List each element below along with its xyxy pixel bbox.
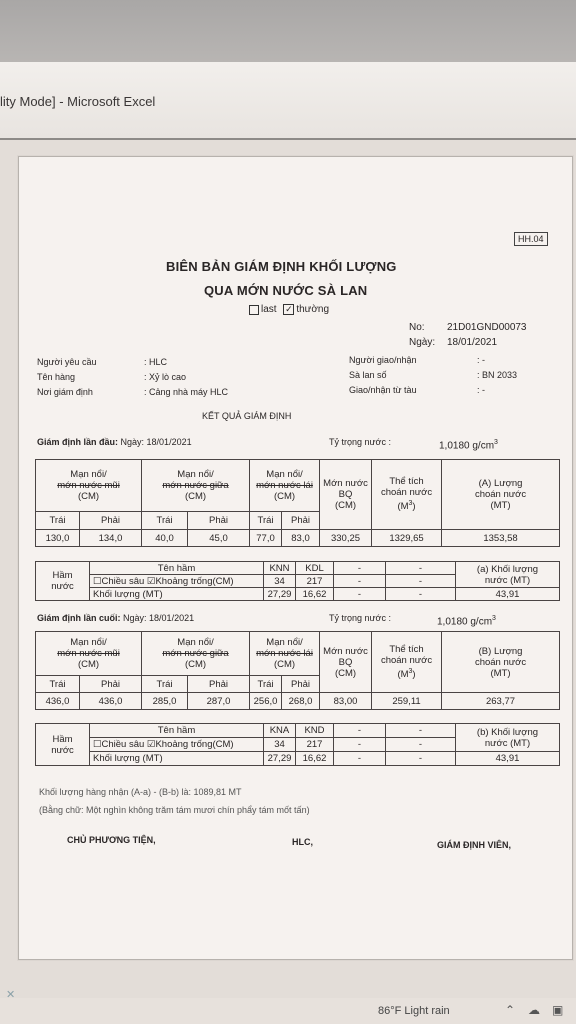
ballast-2-tank-b: KND: [296, 724, 334, 738]
doc-title-line1: BIÊN BẢN GIÁM ĐỊNH KHỐI LƯỢNG: [166, 259, 397, 274]
last-draft-table: [35, 631, 560, 710]
last-mui-phai: 436,0: [80, 693, 142, 710]
no-label: No:: [409, 322, 425, 333]
ballast-1-depth-a: 34: [264, 575, 296, 588]
displacement-a-header: (A) Lượng choán nước (MT): [442, 460, 560, 530]
first-density-sup: 3: [494, 439, 498, 446]
first-volume: 1329,65: [372, 530, 442, 547]
deliverer-value: : -: [477, 355, 485, 365]
form-code-box: HH.04: [514, 232, 548, 246]
place-value: : Cảng nhà máy HLC: [144, 387, 229, 397]
ballast-1-dash: -: [334, 562, 386, 575]
ballast-2-result-value: 43,91: [456, 752, 560, 766]
ballast-table-1: [35, 561, 560, 601]
ballast-2-weight-a: 27,29: [264, 752, 296, 766]
ballast-table-2: [35, 723, 560, 766]
ballast-1-depth-label: ☐Chiều sâu ☑Khoảng trống(CM): [90, 575, 264, 588]
last-volume: 259,11: [372, 693, 442, 710]
ballast-2-dash: -: [334, 738, 386, 752]
ballast-2-dash: -: [334, 724, 386, 738]
last-lai-phai: 268,0: [282, 693, 320, 710]
ballast-2-label: Hầm nước: [36, 724, 90, 766]
bq-header: Mớn nước BQ (CM): [320, 460, 372, 530]
barge-value: : BN 2033: [477, 370, 518, 380]
last-giua-trai: 285,0: [142, 693, 188, 710]
date-value: 18/01/2021: [447, 337, 498, 348]
last-survey-date: Ngày: 18/01/2021: [123, 613, 195, 623]
last-displacement-b: 263,77: [442, 693, 560, 710]
giua-header-2: Mạn nổi/ mớn nước giữa (CM): [142, 632, 250, 676]
ballast-2-weight-b: 16,62: [296, 752, 334, 766]
ballast-2-dash: -: [386, 724, 456, 738]
vessel-label: Giao/nhận từ tàu: [349, 385, 417, 395]
last-density-number: 1,0180 g/cm: [437, 616, 493, 628]
thuong-checkbox[interactable]: [283, 304, 294, 315]
cloud-icon[interactable]: ☁: [528, 1003, 540, 1017]
mui-phai-header-2: Phải: [80, 676, 142, 693]
amount-in-words: (Bằng chữ: Một nghìn không trăm tám mươi chín phẩy tám mốt tấn): [39, 805, 310, 815]
ballast-1-depth-b: 217: [296, 575, 334, 588]
ballast-1-tank-b: KDL: [296, 562, 334, 575]
ballast-1-label: Hầm nước: [36, 562, 90, 601]
taskbar-icon[interactable]: ✕: [6, 989, 16, 1001]
first-lai-trai: 77,0: [250, 530, 282, 547]
first-displacement-a: 1353,58: [442, 530, 560, 547]
displacement-b-header: (B) Lượng choán nước (MT): [442, 632, 560, 693]
last-mui-trai: 436,0: [36, 693, 80, 710]
bq-header-2: Mớn nước BQ (CM): [320, 632, 372, 693]
thuong-label: thường: [296, 304, 330, 316]
first-lai-phai: 83,0: [282, 530, 320, 547]
first-bq: 330,25: [320, 530, 372, 547]
lai-trai-header-2: Trái: [250, 676, 282, 693]
lai-trai-header: Trái: [250, 512, 282, 530]
ballast-2-dash: -: [386, 738, 456, 752]
ballast-1-result-header: (a) Khối lượng nước (MT): [456, 562, 560, 588]
last-giua-phai: 287,0: [188, 693, 250, 710]
ballast-2-dash: -: [334, 752, 386, 766]
lai-phai-header-2: Phải: [282, 676, 320, 693]
ballast-2-depth-label: ☐Chiều sâu ☑Khoảng trống(CM): [90, 738, 264, 752]
volume-header-2: Thể tích choán nước $(M^3)$: [372, 632, 442, 693]
mui-trai-header: Trái: [36, 512, 80, 530]
ballast-1-dash: -: [386, 575, 456, 588]
ballast-1-dash: -: [386, 562, 456, 575]
lai-header-2: Mạn nổi/ mớn nước lái (CM): [250, 632, 320, 676]
surveyor-signature-label: GIÁM ĐỊNH VIÊN,: [437, 840, 512, 850]
ballast-1-dash: -: [334, 588, 386, 601]
place-label: Nơi giám định: [37, 387, 93, 397]
deliverer-label: Người giao/nhận: [349, 355, 417, 365]
last-label: last: [261, 304, 277, 316]
giua-trai-header: Trái: [142, 512, 188, 530]
owner-signature-label: CHỦ PHƯƠNG TIỆN,: [67, 835, 156, 845]
first-density-number: 1,0180 g/cm: [439, 440, 495, 452]
first-giua-phai: 45,0: [188, 530, 250, 547]
first-draft-table: [35, 459, 560, 547]
type-options: [249, 304, 329, 315]
first-survey-label: Giám định lần đầu:: [37, 437, 119, 447]
requester-label: Người yêu cầu: [37, 357, 97, 367]
first-mui-phai: 134,0: [80, 530, 142, 547]
taskbar: [0, 989, 576, 1024]
first-survey-date: Ngày: 18/01/2021: [120, 437, 192, 447]
ballast-2-depth-a: 34: [264, 738, 296, 752]
last-checkbox[interactable]: [249, 305, 259, 315]
ballast-2-tank-a: KNA: [264, 724, 296, 738]
requester-value: : HLC: [144, 357, 168, 367]
last-lai-trai: 256,0: [250, 693, 282, 710]
first-giua-trai: 40,0: [142, 530, 188, 547]
giua-header: Mạn nổi/ mớn nước giữa (CM): [142, 460, 250, 512]
summary-line: Khối lượng hàng nhận (A-a) - (B-b) là: 1089,81 MT: [39, 787, 242, 797]
network-icon[interactable]: ▣: [552, 1003, 564, 1017]
no-value: 21D01GND00073: [447, 322, 527, 333]
hlc-signature-label: HLC,: [292, 837, 313, 847]
last-bq: 83,00: [320, 693, 372, 710]
lai-header: Mạn nổi/ mớn nước lái (CM): [250, 460, 320, 512]
last-survey-label: Giám định lần cuối:: [37, 613, 121, 623]
vessel-value: : -: [477, 385, 485, 395]
barge-label: Sà lan số: [349, 370, 387, 380]
check-mark-icon: ✓: [285, 304, 293, 314]
giua-phai-header-2: Phải: [188, 676, 250, 693]
ballast-1-dash: -: [386, 588, 456, 601]
mui-header: Mạn nổi/ mớn nước mũi (CM): [36, 460, 142, 512]
result-heading: KẾT QUẢ GIÁM ĐỊNH: [202, 411, 292, 421]
giua-phai-header: Phải: [188, 512, 250, 530]
ballast-1-weight-label: Khối lượng (MT): [90, 588, 264, 601]
chevron-up-icon[interactable]: ⌃: [505, 1003, 516, 1017]
weather-status[interactable]: 86°F Light rain: [378, 1005, 450, 1017]
goods-value: : Xỷ lò cao: [144, 372, 187, 382]
mui-trai-header-2: Trái: [36, 676, 80, 693]
mui-header-2: Mạn nổi/ mớn nước mũi (CM): [36, 632, 142, 676]
background-top: [0, 0, 576, 62]
first-density-label: Tỷ trọng nước :: [329, 437, 391, 447]
mui-phai-header: Phải: [80, 512, 142, 530]
volume-header: Thể tích choán nước $(M^3)$: [372, 460, 442, 530]
ballast-2-weight-label: Khối lượng (MT): [90, 752, 264, 766]
ballast-2-dash: -: [386, 752, 456, 766]
document-page: [18, 156, 573, 960]
last-survey-line: [37, 613, 194, 623]
ballast-1-tank-a: KNN: [264, 562, 296, 575]
ballast-1-result-value: 43,91: [456, 588, 560, 601]
lai-phai-header: Phải: [282, 512, 320, 530]
ballast-1-dash: -: [334, 575, 386, 588]
ballast-1-weight-a: 27,29: [264, 588, 296, 601]
ballast-2-result-header: (b) Khối lượng nước (MT): [456, 724, 560, 752]
giua-trai-header-2: Trái: [142, 676, 188, 693]
first-mui-trai: 130,0: [36, 530, 80, 547]
first-density-value: [439, 439, 498, 451]
last-density-sup: 3: [492, 615, 496, 622]
date-label: Ngày:: [409, 337, 436, 348]
excel-title-bar: [0, 62, 576, 140]
ballast-1-weight-b: 16,62: [296, 588, 334, 601]
last-density-value: [437, 615, 496, 627]
doc-title-line2: QUA MỚN NƯỚC SÀ LAN: [204, 283, 368, 298]
window-title: lity Mode] - Microsoft Excel: [0, 94, 156, 109]
ballast-2-tank-name-header: Tên hầm: [90, 724, 264, 738]
ballast-1-tank-name-header: Tên hầm: [90, 562, 264, 575]
goods-label: Tên hàng: [37, 372, 76, 382]
ballast-2-depth-b: 217: [296, 738, 334, 752]
last-density-label: Tỷ trọng nước :: [329, 613, 391, 623]
first-survey-line: [37, 437, 192, 447]
